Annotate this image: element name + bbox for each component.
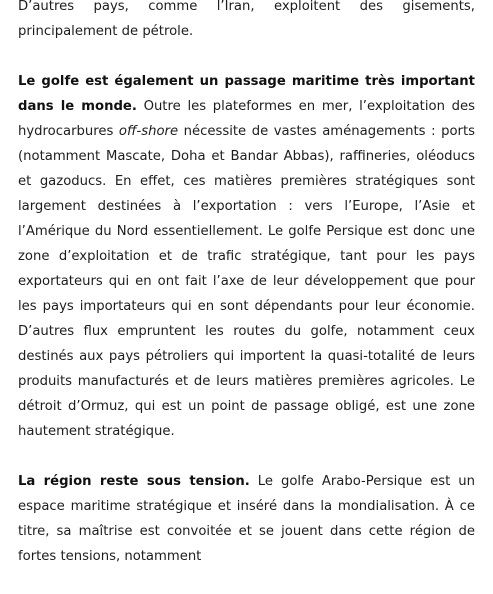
paragraph-2-text-a: Outre les plateformes en mer, l’exploitation des hydrocarbures bbox=[18, 99, 476, 139]
paragraph-2-lead: Le golfe est également un passage maritime très important dans le monde. bbox=[18, 74, 475, 114]
document-page bbox=[18, 0, 475, 594]
paragraph-2-text-b: nécessite de vastes aménagements : ports (notamment Mascate, Doha et Bandar Abbas), raffineries, oléoducs et gazoducs. En effet, ces matières premières stratégiques sont largement destinées à l’exportation : vers l’Europe, l’Asie et l’Amérique du Nord essentiellement. Le golfe Persique est donc une zone d’exploitation et de trafic stratégique, tant pour les pays exportateurs qui en ont fait l’axe de leur développement que pour les pays importateurs qui en sont dépendants pour leur économie. D’autres flux empruntent les routes du golfe, notamment ceux destinés aux pays pétroliers qui importent la quasi-totalité de leurs produits manufacturés et de leurs matières premières agricoles. Le détroit d’Ormuz, qui est un point de passage obligé, est une zone hautement stratégique. bbox=[18, 124, 475, 439]
paragraph-1 bbox=[18, 0, 475, 44]
paragraph-2 bbox=[18, 69, 475, 444]
paragraph-3-text: Le golfe Arabo-Persique est un espace maritime stratégique et inséré dans la mondialisation. À ce titre, sa maîtrise est convoitée et se jouent dans cette région de fortes tensions, notamment bbox=[18, 474, 475, 564]
paragraph-1-text: D’autres pays, comme l’Iran, exploitent des gisements, principalement de pétrole. bbox=[18, 0, 475, 39]
paragraph-3 bbox=[18, 469, 475, 569]
paragraph-2-offshore: off-shore bbox=[118, 124, 179, 139]
paragraph-3-lead: La région reste sous tension. bbox=[18, 474, 250, 489]
